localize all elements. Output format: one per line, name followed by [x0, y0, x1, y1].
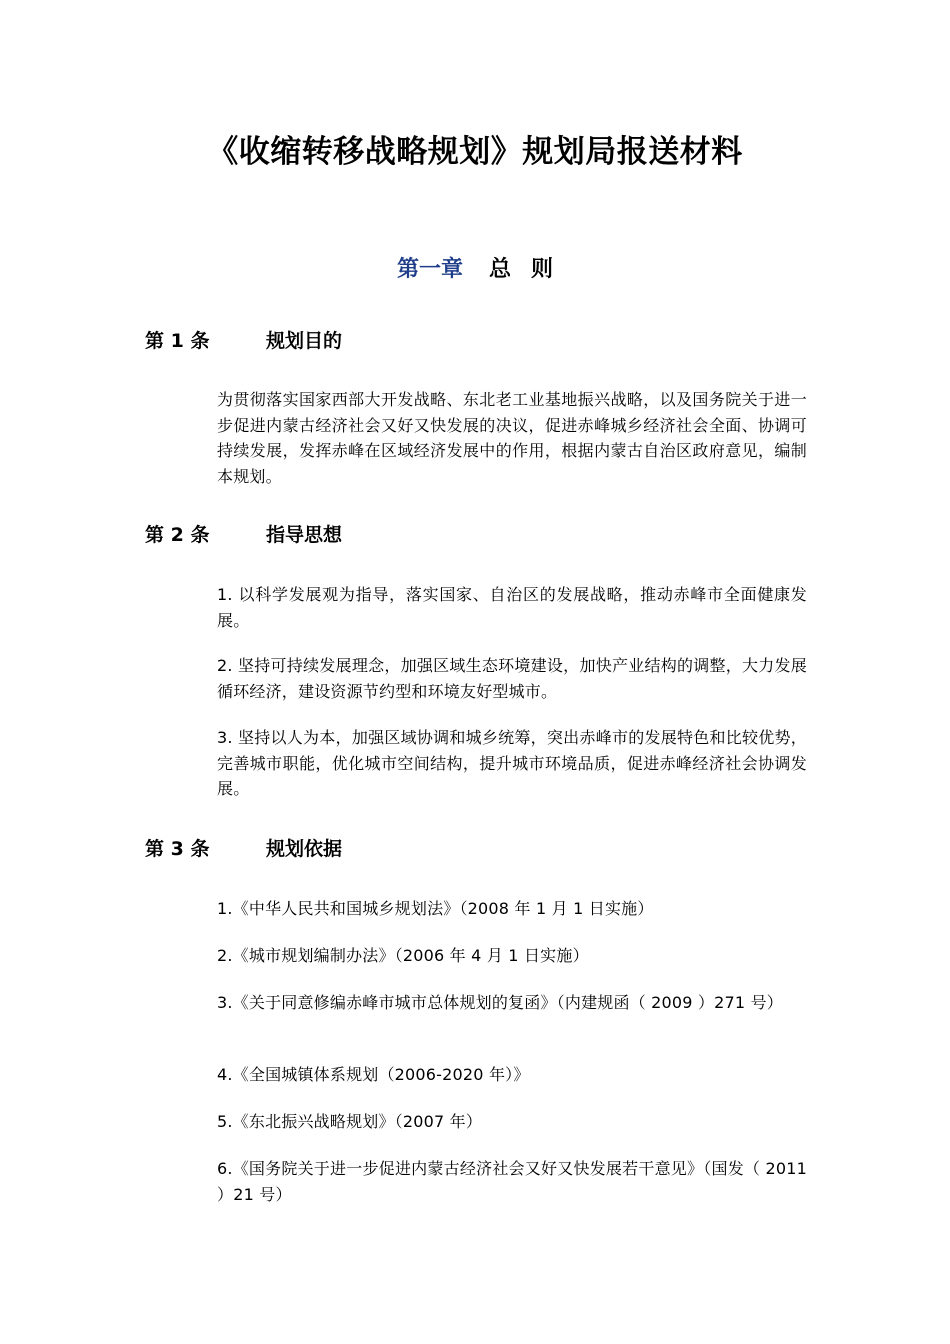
article-title: 规划目的	[266, 330, 343, 352]
list-item: 1.《中华人民共和国城乡规划法》（2008 年 1 月 1 日实施）	[217, 899, 654, 918]
article-number: 第 3 条	[145, 838, 210, 860]
article-heading-2	[145, 521, 342, 549]
article-1-paragraph: 为贯彻落实国家西部大开发战略、东北老工业基地振兴战略，以及国务院关于进一步促进内蒙古经济社会又好又快发展的决议，促进赤峰城乡经济社会全面、协调可持续发展，发挥赤峰在区域经济发展中的作用，根据内蒙古自治区政府意见，编制本规划。	[217, 390, 807, 486]
list-item: 1. 以科学发展观为指导，落实国家、自治区的发展战略，推动赤峰市全面健康发展。	[217, 585, 807, 630]
list-item: 2.《城市规划编制办法》（2006 年 4 月 1 日实施）	[217, 946, 589, 965]
article-title: 规划依据	[266, 838, 343, 860]
article-number: 第 1 条	[145, 330, 210, 352]
chapter-heading	[0, 254, 950, 286]
list-item: 4.《全国城镇体系规划（2006-2020 年）》	[217, 1065, 530, 1084]
list-item: 6.《国务院关于进一步促进内蒙古经济社会又好又快发展若干意见》（国发（ 2011 ）21 号）	[217, 1159, 807, 1204]
document-title: 《收缩转移战略规划》规划局报送材料	[207, 134, 743, 170]
chapter-title: 总则	[489, 257, 574, 282]
article-number: 第 2 条	[145, 524, 210, 546]
list-item: 3.《关于同意修编赤峰市城市总体规划的复函》（内建规函（ 2009 ）271 号）	[217, 993, 783, 1012]
article-heading-1	[145, 327, 342, 355]
list-item: 5.《东北振兴战略规划》（2007 年）	[217, 1112, 483, 1131]
article-title: 指导思想	[266, 524, 343, 546]
chapter-number: 第一章	[396, 257, 463, 282]
list-item: 2. 坚持可持续发展理念，加强区域生态环境建设，加快产业结构的调整，大力发展循环经济，建设资源节约型和环境友好型城市。	[217, 656, 807, 701]
article-heading-3	[145, 835, 342, 863]
list-item: 3. 坚持以人为本，加强区域协调和城乡统筹，突出赤峰市的发展特色和比较优势，完善城市职能，优化城市空间结构，提升城市环境品质，促进赤峰经济社会协调发展。	[217, 728, 807, 798]
